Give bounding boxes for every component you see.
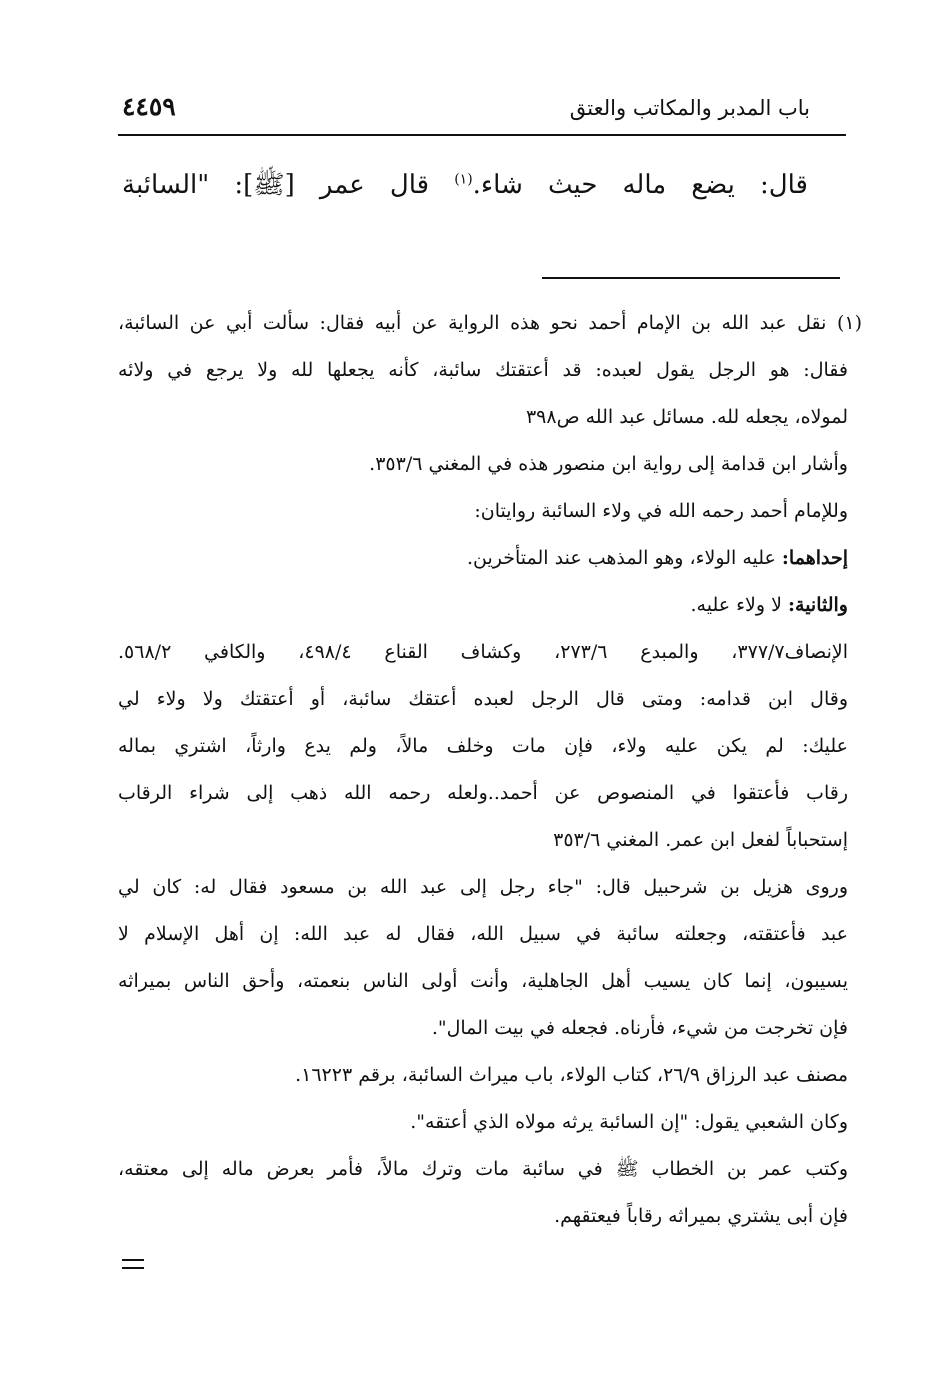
term-definition: لا ولاء عليه. [690, 594, 788, 616]
running-title: باب المدبر والمكاتب والعتق [569, 96, 810, 120]
continuation-mark [122, 1259, 144, 1269]
footnote-line: مصنف عبد الرزاق ٢٦/٩، كتاب الولاء، باب ميراث السائبة، برقم ١٦٢٢٣. [295, 1064, 848, 1086]
footnote-line: وروى هزيل بن شرحبيل قال: "جاء رجل إلى عبد الله بن مسعود فقال له: كان لي [118, 876, 848, 898]
bold-term: إحداهما: [781, 547, 848, 569]
footnote-line: وللإمام أحمد رحمه الله في ولاء السائبة روايتان: [474, 500, 848, 522]
footnote-line: وقال ابن قدامه: ومتى قال الرجل لعبده أعتقك سائبة، أو أعتقتك ولا ولاء لي [118, 688, 848, 710]
footnote-line [118, 582, 848, 629]
footnote-separator [542, 277, 840, 279]
footnote-line: إستحباباً لفعل ابن عمر. المغني ٣٥٣/٦ [553, 829, 848, 851]
footnote-line: عليك: لم يكن عليه ولاء، فإن مات وخلف مالاً، ولم يدع وارثاً، اشتري بماله [118, 735, 848, 757]
main-text-before-note: قال: يضع ماله حيث شاء. [472, 170, 808, 200]
page-number: ٤٤٥٩ [122, 92, 176, 121]
footnote-line [118, 535, 848, 582]
footnote-line: فقال: هو الرجل يقول لعبده: قد أعتقتك سائبة، كأنه يجعلها لله ولا يرجع في ولائه [118, 359, 848, 381]
bold-term: والثانية: [788, 594, 848, 616]
footnote-line: (١) نقل عبد الله بن الإمام أحمد نحو هذه الرواية عن أبيه فقال: سألت أبي عن السائبة، [118, 312, 862, 334]
term-definition: عليه الولاء، وهو المذهب عند المتأخرين. [466, 547, 782, 569]
footnote-line: لمولاه، يجعله لله. مسائل عبد الله ص٣٩٨ [525, 406, 848, 428]
footnote-line: عبد فأعتقته، وجعلته سائبة في سبيل الله، فقال له عبد الله: إن أهل الإسلام لا [118, 923, 848, 945]
footnote-marker: (١) [454, 171, 473, 188]
footnote-line: وكتب عمر بن الخطاب ﷺ في سائبة مات وترك مالاً، فأمر بعرض ماله إلى معتقه، [118, 1158, 848, 1180]
footnotes [118, 300, 862, 1240]
header-rule [118, 134, 846, 136]
main-text-after-note: قال عمر [ﷺ]: "السائبة [122, 170, 455, 200]
footnote-line: وأشار ابن قدامة إلى رواية ابن منصور هذه في المغني ٣٥٣/٦. [369, 453, 848, 475]
footnote-line: فإن تخرجت من شيء، فأرناه. فجعله في بيت المال". [431, 1017, 848, 1039]
main-text-line [122, 168, 808, 206]
footnote-line: الإنصاف٣٧٧/٧، والمبدع ٢٧٣/٦، وكشاف القناع ٤٩٨/٤، والكافي ٥٦٨/٢. [118, 641, 848, 663]
footnote-line: يسيبون، إنما كان يسيب أهل الجاهلية، وأنت أولى الناس بنعمته، وأحق الناس بميراثه [118, 970, 848, 992]
footnote-line: رقاب فأعتقوا في المنصوص عن أحمد..ولعله رحمه الله ذهب إلى شراء الرقاب [118, 782, 848, 804]
footnote-line: فإن أبى يشتري بميراثه رقاباً فيعتقهم. [554, 1205, 848, 1227]
footnote-line: وكان الشعبي يقول: "إن السائبة يرثه مولاه الذي أعتقه". [410, 1111, 848, 1133]
